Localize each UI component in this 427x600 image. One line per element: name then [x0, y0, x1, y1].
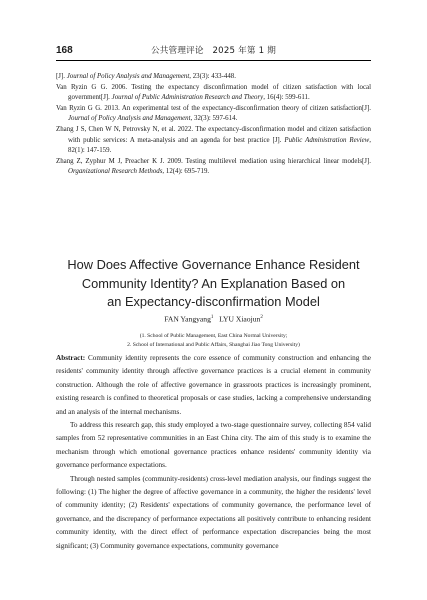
- abstract-paragraph: Abstract: Community identity represents the core essence of community construction and enhancing the residents' community identity through affective governance practices is a crucial element in community construction. Although the role of affective governance in grassroots practices is increasingly prominent, existing research is confined to theoretical proposals or case studies, lacking a comprehensive understanding and an analysis of the internal mechanisms.: [56, 354, 371, 416]
- affiliations: [56, 332, 371, 350]
- title-line: an Expectancy-disconfirmation Model: [107, 294, 320, 309]
- title-line: Community Identity? An Explanation Based on: [81, 275, 346, 291]
- reference-list: [56, 72, 371, 178]
- journal-name: 公共管理评论 2025 年第 1 期: [150, 46, 277, 56]
- abstract: [56, 352, 371, 553]
- affiliation-line: (1. School of Public Management, East China Normal University;: [139, 333, 288, 339]
- author-name: FAN Yangyang: [164, 314, 211, 324]
- abstract-paragraph: Through nested samples (community-residents) cross-level mediation analysis, our findings suggest the following: (1) The higher the degree of affective governance in a community, the higher the residents' level of community identity; (2) Residents' expectations of community governance, the performance level of governance, and the discrepancy of performance expectations all positively contribute to enhancing resident community identity, with the direct effect of performance expectation discrepancies being the most significant; (3) Community governance expectations, community governance: [56, 474, 371, 550]
- title-line: How Does Affective Governance Enhance Resident: [67, 257, 360, 272]
- reference-item: Zhang Z, Zyphur M J, Preacher K J. 2009. Testing multilevel mediation using hierarchical linear models[J]. Organizational Research Methods, 12(4): 695-719.: [56, 157, 371, 176]
- running-header: [56, 44, 371, 61]
- paper-title: [56, 256, 371, 312]
- author-name: LYU Xiaojun: [219, 314, 261, 324]
- affiliation-line: 2. School of International and Public Affairs, Shanghai Jiao Tong University): [127, 342, 300, 348]
- reference-item: [J]. Journal of Policy Analysis and Management, 23(3): 433-448.: [56, 73, 236, 80]
- abstract-paragraph: To address this research gap, this study employed a two-stage questionnaire survey, collecting 854 valid samples from 52 representative communities in an East China city. The aim of this study is to examine the mechanism through which emotional governance practices enhance residents' community identity via governance performance expectations.: [56, 421, 371, 470]
- page-number: 168: [56, 45, 73, 56]
- author-list: [56, 312, 371, 325]
- reference-item: Van Ryzin G G. 2013. An experimental test of the expectancy-disconfirmation theory of citizen satisfaction[J]. Journal of Policy Analysis and Management, 32(3): 597-614.: [56, 104, 371, 123]
- author-affiliation-mark: 1: [210, 315, 214, 320]
- reference-item: Zhang J S, Chen W N, Petrovsky N, et al. 2022. The expectancy-disconfirmation model and citizen satisfaction with public services: A meta-analysis and an agenda for best practice [J]. Public Administration Review, 82(1): 147-159.: [56, 125, 371, 155]
- reference-item: Van Ryzin G G. 2006. Testing the expectancy disconfirmation model of citizen satisfaction with local government[J]. Journal of Public Administration Research and Theory, 16(4): 599-611.: [56, 83, 371, 102]
- author-affiliation-mark: 2: [260, 315, 263, 320]
- abstract-label: Abstract:: [56, 354, 86, 362]
